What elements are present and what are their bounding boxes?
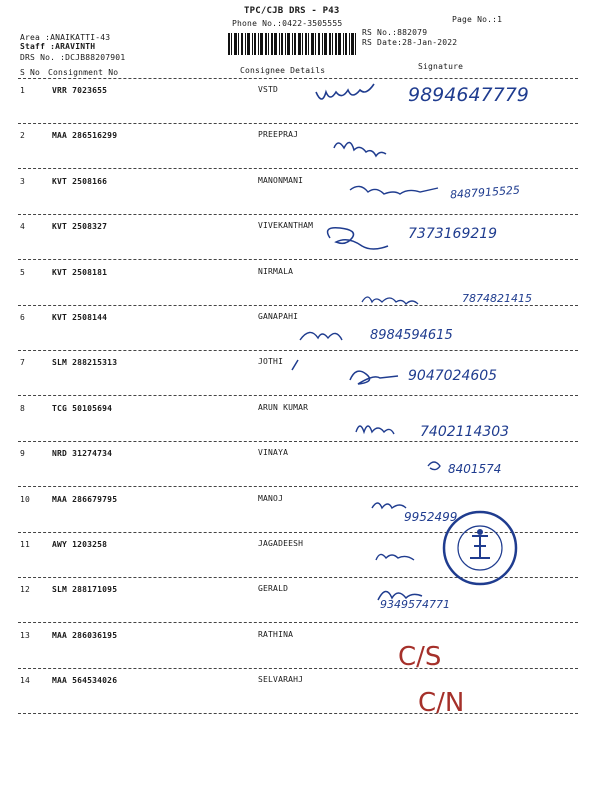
row-sno: 13 — [20, 631, 31, 640]
header-divider — [18, 78, 578, 79]
rs-date: RS Date:28-Jan-2022 — [362, 38, 458, 47]
row-consignment-number: KVT 2508144 — [52, 313, 108, 322]
signature-phone-10: 9952499 — [404, 510, 458, 524]
row-consignment-number: TCG 50105694 — [52, 404, 113, 413]
row-consignment-number: SLM 288215313 — [52, 358, 118, 367]
signature-scribble-2 — [334, 142, 386, 156]
row-consignment-number: NRD 31274734 — [52, 449, 113, 458]
row-sno: 14 — [20, 676, 31, 685]
row-divider — [18, 123, 578, 124]
row-sno: 5 — [20, 268, 26, 277]
row-sno: 7 — [20, 358, 26, 367]
row-consignee-name: PREEPRAJ — [258, 130, 299, 139]
row-sno: 12 — [20, 585, 31, 594]
row-consignment-number: MAA 564534026 — [52, 676, 118, 685]
staff-label-text: Staff : — [20, 42, 56, 51]
signature-phone-9: 8401574 — [448, 462, 502, 476]
signature-scribble-9 — [428, 462, 440, 470]
signature-scribble-11 — [376, 554, 414, 560]
phone-number: Phone No.:0422-3505555 — [232, 19, 343, 28]
row-consignee-name: JAGADEESH — [258, 539, 304, 548]
row-sno: 1 — [20, 86, 26, 95]
signature-phone-8: 7402114303 — [420, 424, 510, 440]
staff-label — [20, 42, 95, 51]
signature-scribble-7 — [292, 360, 398, 384]
signature-scribble-3 — [350, 186, 438, 194]
row-divider — [18, 622, 578, 623]
signature-phone-12: 9349574771 — [380, 598, 450, 611]
row-consignment-number: MAA 286516299 — [52, 131, 118, 140]
signature-phone-5: 7874821415 — [462, 292, 532, 305]
row-sno: 9 — [20, 449, 26, 458]
row-consignee-name: MANONMANI — [258, 176, 304, 185]
signature-phone-1: 9894647779 — [408, 84, 529, 106]
row-divider — [18, 577, 578, 578]
signature-cs-13: C/S — [398, 642, 442, 672]
row-divider — [18, 305, 578, 306]
row-consignment-number: VRR 7023655 — [52, 86, 108, 95]
row-divider — [18, 168, 578, 169]
row-consignment-number: MAA 286679795 — [52, 495, 118, 504]
row-consignee-name: VSTD — [258, 85, 279, 94]
row-consignee-name: ARUN KUMAR — [258, 403, 309, 412]
row-sno: 10 — [20, 495, 31, 504]
row-consignee-name: GERALD — [258, 584, 289, 593]
row-consignment-number: AWY 1203258 — [52, 540, 108, 549]
sheet-title: TPC/CJB DRS - P43 — [244, 6, 340, 16]
col-header-consignee: Consignee Details — [240, 66, 326, 75]
row-sno: 8 — [20, 404, 26, 413]
col-header-signature: Signature — [418, 62, 464, 71]
signature-scribble-10 — [372, 503, 406, 508]
signature-phone-6: 8984594615 — [370, 328, 453, 343]
row-consignee-name: JOTHI — [258, 357, 284, 366]
row-divider — [18, 532, 578, 533]
row-consignee-name: RATHINA — [258, 630, 294, 639]
signature-scribble-6 — [300, 332, 342, 340]
row-divider — [18, 486, 578, 487]
row-divider — [18, 214, 578, 215]
signature-phone-7: 9047024605 — [408, 368, 498, 384]
row-consignee-name: SELVARAHJ — [258, 675, 304, 684]
signature-cn-14: C/N — [418, 688, 465, 718]
row-consignee-name: MANOJ — [258, 494, 284, 503]
row-consignee-name: VINAYA — [258, 448, 289, 457]
staff-name: ARAVINTH — [55, 42, 96, 51]
row-divider — [18, 395, 578, 396]
row-consignee-name: NIRMALA — [258, 267, 294, 276]
col-header-sno: S No — [20, 68, 41, 77]
barcode-icon — [228, 33, 356, 55]
row-consignment-number: MAA 286036195 — [52, 631, 118, 640]
row-consignee-name: VIVEKANTHAM — [258, 221, 314, 230]
row-consignee-name: GANAPAHI — [258, 312, 299, 321]
signature-scribble-5 — [362, 297, 418, 304]
col-header-consignment: Consignment No — [48, 68, 119, 77]
signature-phone-3: 8487915525 — [449, 183, 521, 202]
signature-scribble-4 — [328, 228, 388, 249]
row-divider — [18, 668, 578, 669]
row-consignment-number: KVT 2508327 — [52, 222, 108, 231]
row-divider — [18, 713, 578, 714]
row-sno: 6 — [20, 313, 26, 322]
row-sno: 2 — [20, 131, 26, 140]
signature-phone-4: 7373169219 — [408, 226, 498, 242]
row-divider — [18, 259, 578, 260]
row-sno: 4 — [20, 222, 26, 231]
signature-scribble-1 — [316, 84, 374, 99]
page-number: Page No.:1 — [452, 15, 503, 24]
rs-number: RS No.:882079 — [362, 28, 428, 37]
area-field: Area :ANAIKATTI-43 — [20, 33, 111, 42]
row-divider — [18, 350, 578, 351]
row-divider — [18, 441, 578, 442]
row-sno: 3 — [20, 177, 26, 186]
row-consignment-number: SLM 288171095 — [52, 585, 118, 594]
row-consignment-number: KVT 2508181 — [52, 268, 108, 277]
row-consignment-number: KVT 2508166 — [52, 177, 108, 186]
drs-number: DRS No. :DCJB88207901 — [20, 53, 126, 62]
row-sno: 11 — [20, 540, 31, 549]
signature-scribble-8 — [356, 426, 394, 434]
